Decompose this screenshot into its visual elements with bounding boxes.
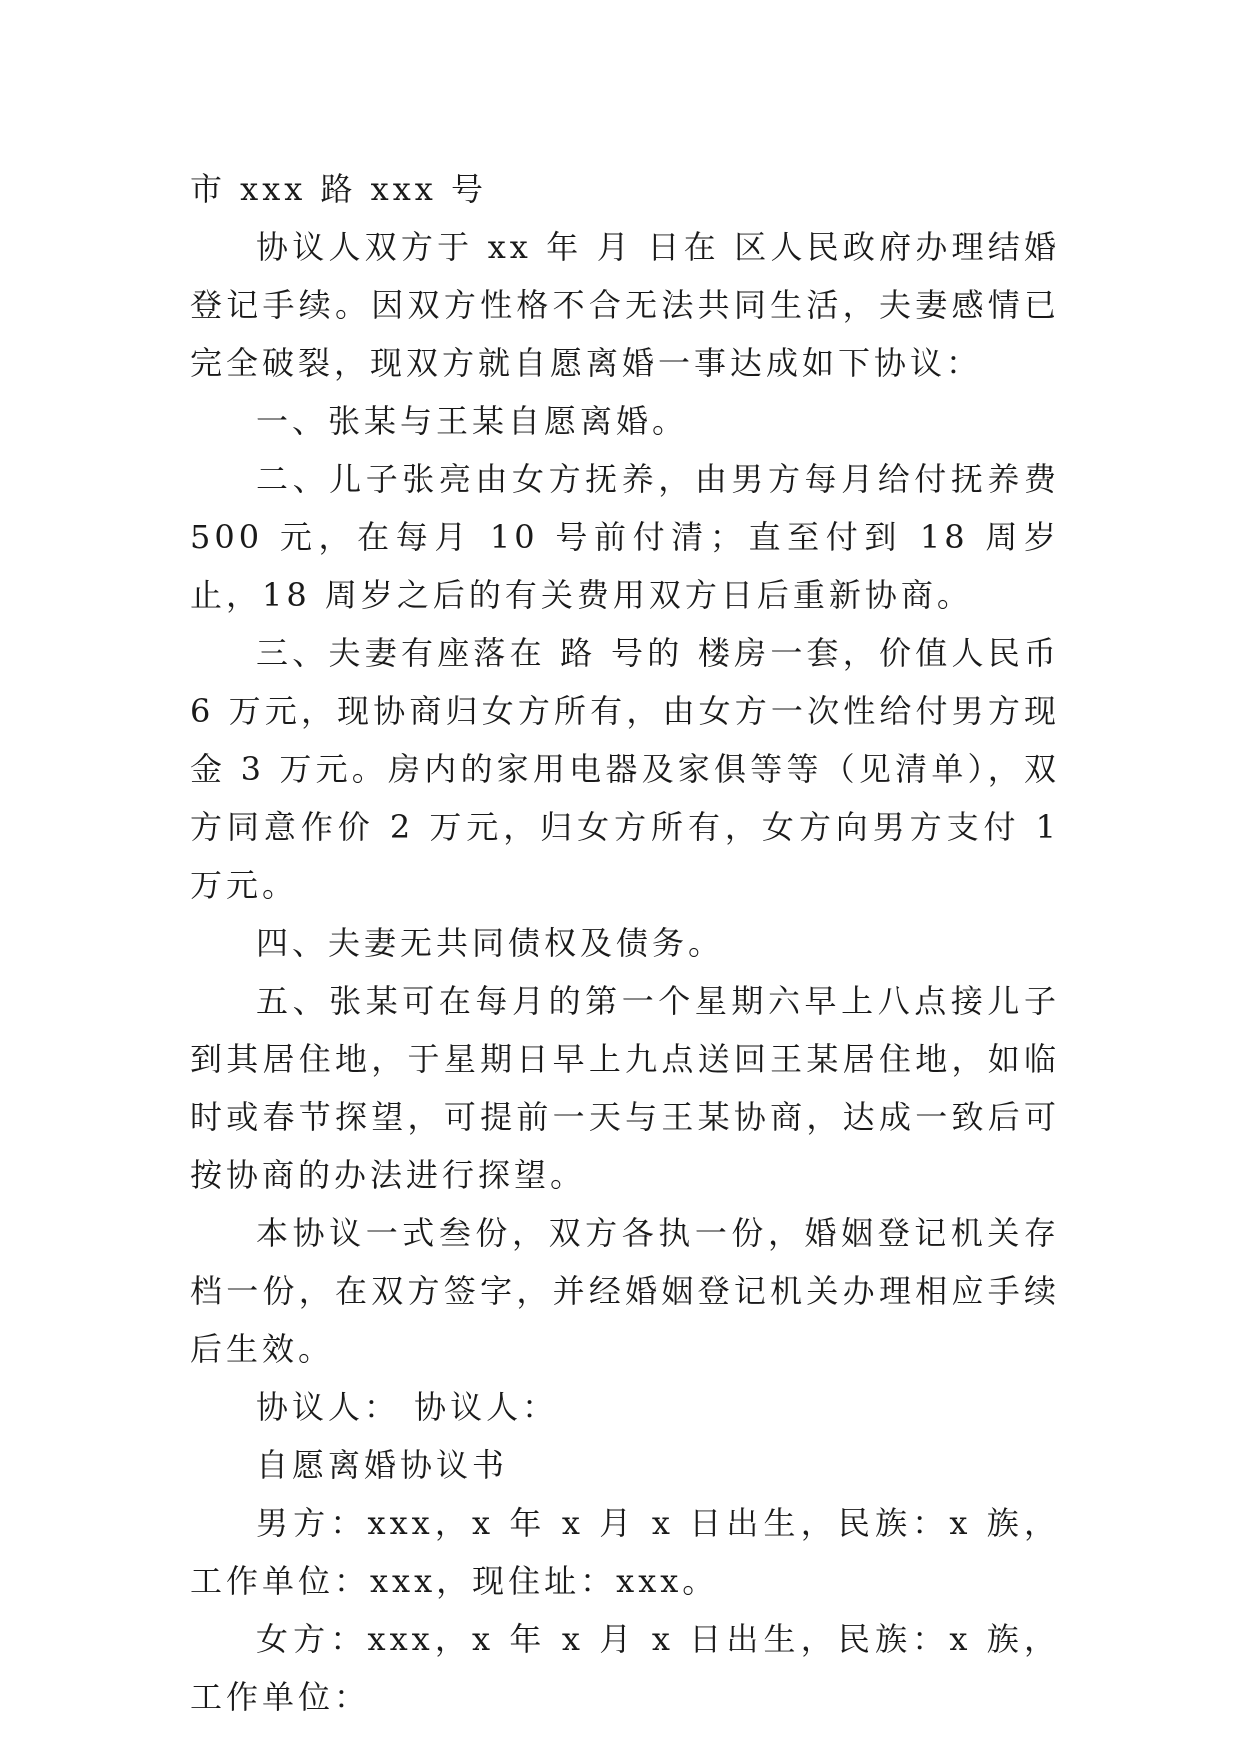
male-party-paragraph: 男方：xxx，x 年 x 月 x 日出生，民族：x 族，工作单位：xxx，现住址：xxx。: [190, 1504, 1060, 1600]
copies-paragraph: 本协议一式叁份，双方各执一份，婚姻登记机关存档一份，在双方签字，并经婚姻登记机关办理相应手续后生效。: [190, 1214, 1060, 1368]
address-line: 市 xxx 路 xxx 号: [190, 170, 487, 208]
clause-5-paragraph: 五、张某可在每月的第一个星期六早上八点接儿子到其居住地，于星期日早上九点送回王某居住地，如临时或春节探望，可提前一天与王某协商，达成一致后可按协商的办法进行探望。: [190, 982, 1060, 1194]
clause-1-paragraph: 一、张某与王某自愿离婚。: [256, 402, 689, 440]
signature-line: 协议人： 协议人：: [256, 1388, 559, 1426]
clause-2-paragraph: 二、儿子张亮由女方抚养，由男方每月给付抚养费 500 元，在每月 10 号前付清；直至付到 18 周岁止，18 周岁之后的有关费用双方日后重新协商。: [190, 460, 1060, 614]
clause-3-paragraph: 三、夫妻有座落在 路 号的 楼房一套，价值人民币 6 万元，现协商归女方所有，由女方一次性给付男方现金 3 万元。房内的家用电器及家俱等等（见清单），双方同意作价 2 万元，归女方所有，女方向男方支付 1 万元。: [190, 634, 1060, 904]
document-body: [190, 160, 1060, 1726]
female-party-paragraph: 女方：xxx，x 年 x 月 x 日出生，民族：x 族，工作单位：: [190, 1620, 1060, 1716]
intro-paragraph: 协议人双方于 xx 年 月 日在 区人民政府办理结婚登记手续。因双方性格不合无法共同生活，夫妻感情已完全破裂，现双方就自愿离婚一事达成如下协议：: [190, 228, 1060, 382]
second-agreement-title: 自愿离婚协议书: [256, 1446, 509, 1484]
clause-4-paragraph: 四、夫妻无共同债权及债务。: [256, 924, 725, 962]
